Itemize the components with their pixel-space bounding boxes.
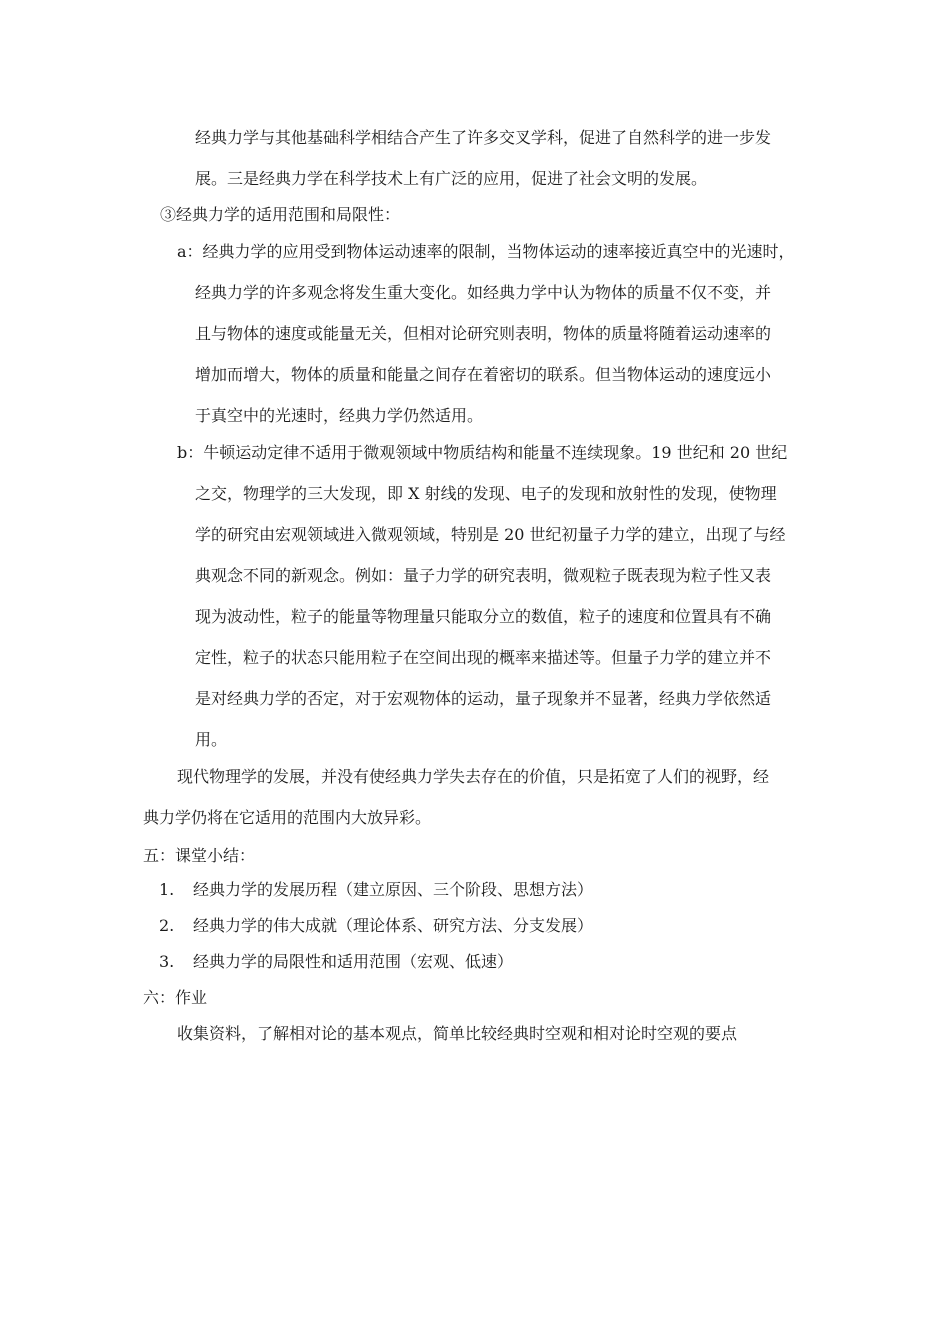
- point-b-line-5: 现为波动性，粒子的能量等物理量只能取分立的数值，粒子的速度和位置具有不确: [195, 607, 772, 626]
- intro-line-1: 经典力学与其他基础科学相结合产生了许多交叉学科，促进了自然科学的进一步发: [195, 128, 772, 147]
- summary-item-1-number: 1.: [159, 880, 175, 899]
- point-a-line-3: 且与物体的速度或能量无关，但相对论研究则表明，物体的质量将随着运动速率的: [195, 324, 772, 343]
- point-b-line-3: 学的研究由宏观领域进入微观领域，特别是 20 世纪初量子力学的建立，出现了与经: [195, 525, 786, 544]
- point-b-line-6: 定性，粒子的状态只能用粒子在空间出现的概率来描述等。但量子力学的建立并不: [195, 648, 772, 667]
- point-a-line-5: 于真空中的光速时，经典力学仍然适用。: [195, 406, 484, 425]
- point-b-line-1: b：牛顿运动定律不适用于微观领域中物质结构和能量不连续现象。19 世纪和 20 世纪: [177, 443, 788, 462]
- point-a-line-4: 增加而增大，物体的质量和能量之间存在着密切的联系。但当物体运动的速度远小: [195, 365, 772, 384]
- summary-item-2-number: 2.: [159, 916, 175, 935]
- section-3-heading: ③经典力学的适用范围和局限性：: [160, 205, 401, 224]
- point-a-line-1: a：经典力学的应用受到物体运动速率的限制，当物体运动的速率接近真空中的光速时，: [177, 242, 795, 261]
- summary-heading: 五：课堂小结：: [143, 846, 256, 865]
- summary-item-3-text: 经典力学的局限性和适用范围（宏观、低速）: [193, 952, 514, 971]
- summary-item-2-text: 经典力学的伟大成就（理论体系、研究方法、分支发展）: [193, 916, 594, 935]
- point-b-line-8: 用。: [195, 730, 228, 749]
- point-b-line-2: 之交，物理学的三大发现，即 X 射线的发现、电子的发现和放射性的发现，使物理: [195, 484, 777, 503]
- summary-item-1-text: 经典力学的发展历程（建立原因、三个阶段、思想方法）: [193, 880, 594, 899]
- intro-line-2: 展。三是经典力学在科学技术上有广泛的应用，促进了社会文明的发展。: [195, 169, 708, 188]
- point-b-line-4: 典观念不同的新观念。例如：量子力学的研究表明，微观粒子既表现为粒子性又表: [195, 566, 772, 585]
- conclusion-line-2: 典力学仍将在它适用的范围内大放异彩。: [143, 808, 432, 827]
- homework-text: 收集资料，了解相对论的基本观点，简单比较经典时空观和相对论时空观的要点: [177, 1024, 738, 1043]
- point-a-line-2: 经典力学的许多观念将发生重大变化。如经典力学中认为物体的质量不仅不变，并: [195, 283, 772, 302]
- homework-heading: 六：作业: [143, 988, 208, 1007]
- summary-item-3-number: 3.: [159, 952, 175, 971]
- point-b-line-7: 是对经典力学的否定，对于宏观物体的运动，量子现象并不显著，经典力学依然适: [195, 689, 772, 708]
- conclusion-line-1: 现代物理学的发展，并没有使经典力学失去存在的价值，只是拓宽了人们的视野，经: [177, 767, 770, 786]
